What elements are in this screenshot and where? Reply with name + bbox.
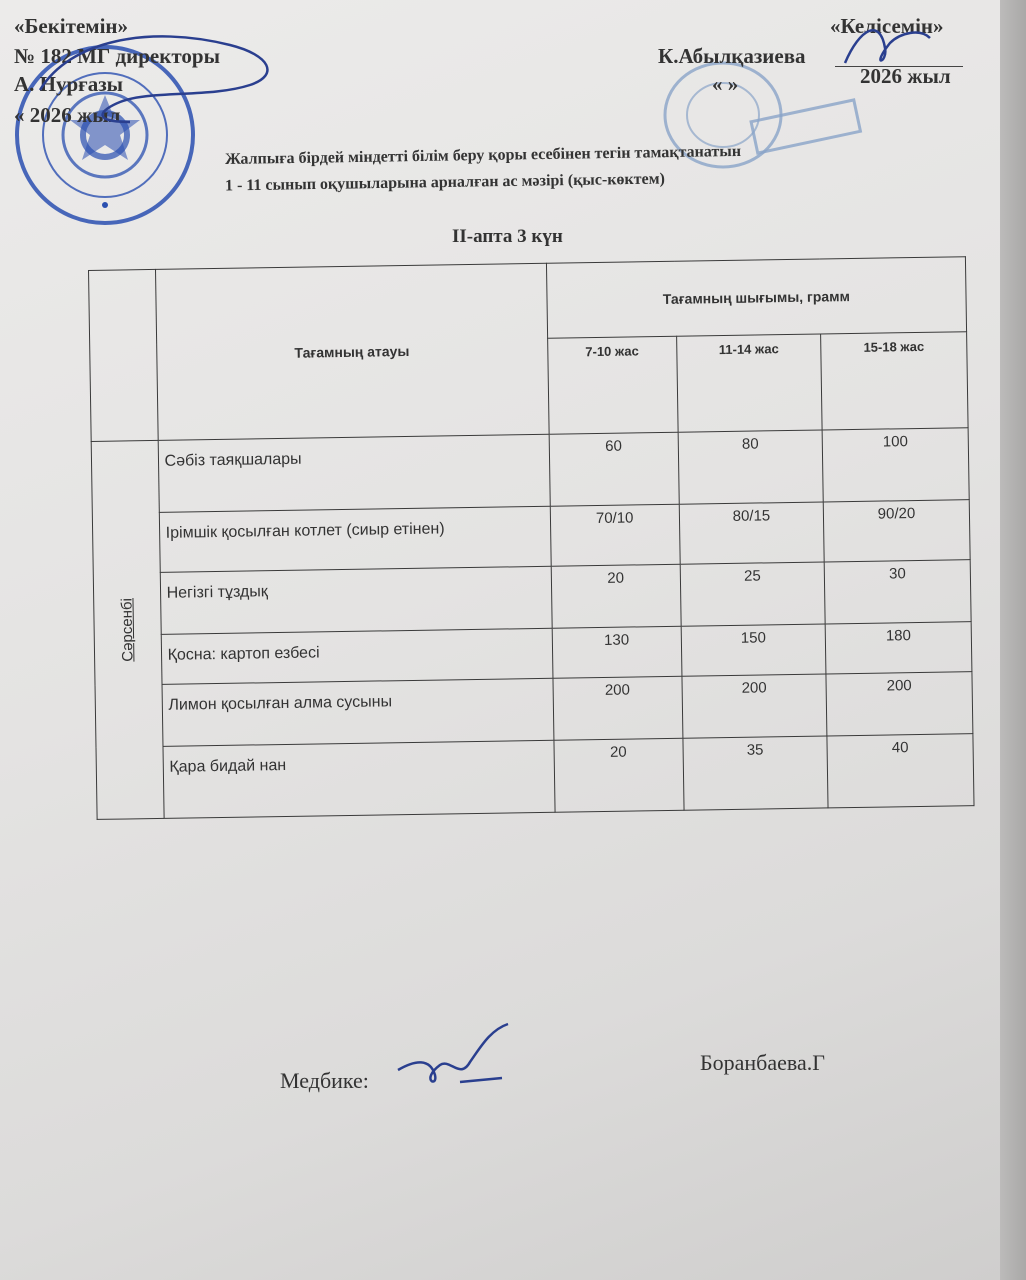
dish-name: Негізгі тұздық <box>160 566 552 634</box>
portion-value: 35 <box>683 736 828 810</box>
portion-value: 100 <box>822 428 969 502</box>
age-group-header: 11-14 жас <box>676 334 822 432</box>
menu-table <box>88 256 975 820</box>
portion-value: 60 <box>549 432 679 506</box>
nurse-label: Медбике: <box>280 1068 369 1093</box>
portion-value: 80/15 <box>679 502 824 564</box>
day-header-cell <box>89 269 158 441</box>
portion-value: 20 <box>554 738 684 812</box>
portion-value: 80 <box>678 430 823 504</box>
agreed-date-quote: « » <box>712 72 739 96</box>
approve-label-right: «Келісемін» <box>830 14 944 38</box>
menu-title-line2: 1 - 11 сынып оқушыларына арналған ас мәзірі (қыс-көктем) <box>224 170 666 195</box>
portion-value: 200 <box>553 676 683 740</box>
week-day-label: ІІ-апта 3 күн <box>452 226 563 247</box>
table-header-row <box>89 257 967 346</box>
portion-value: 70/10 <box>550 504 680 566</box>
dish-name: Лимон қосылған алма сусыны <box>162 678 554 746</box>
dish-name: Қара бидай нан <box>163 740 555 818</box>
table-row <box>96 734 974 820</box>
portion-value: 20 <box>551 564 681 628</box>
approve-label-left: «Бекітемін» <box>14 14 129 38</box>
table-row <box>91 428 969 514</box>
portion-value: 150 <box>681 624 826 676</box>
day-label: Сәрсенбі <box>118 597 137 662</box>
agreed-person-name: К.Абылқазиева <box>658 44 806 68</box>
day-cell <box>91 440 164 819</box>
dish-name: Қосна: картоп езбесі <box>161 628 553 684</box>
school-director-label: № 182 МГ директоры <box>14 44 220 68</box>
dish-name: Ірімшік қосылған котлет (сиыр етінен) <box>159 506 551 572</box>
dish-name-header: Тағамның атауы <box>155 263 549 440</box>
portion-value: 200 <box>826 672 973 736</box>
agreed-year: 2026 жыл <box>860 64 951 88</box>
portion-value: 25 <box>680 562 825 626</box>
portion-value: 90/20 <box>823 500 970 562</box>
portion-value: 200 <box>682 674 827 738</box>
agreed-signature <box>830 8 940 78</box>
age-group-header: 7-10 жас <box>547 336 678 434</box>
portion-value: 30 <box>824 560 971 624</box>
portion-value: 130 <box>552 626 682 678</box>
age-group-header: 15-18 жас <box>821 332 968 430</box>
director-name: А. Нурғазы <box>14 72 124 96</box>
portion-value: 40 <box>827 734 974 808</box>
output-header: Тағамның шығымы, грамм <box>546 257 967 339</box>
dish-name: Сәбіз таяқшалары <box>158 434 550 512</box>
menu-title-line1: Жалпыға бірдей міндетті білім беру қоры есебінен тегін тамақтанатын <box>224 142 742 169</box>
nurse-signature <box>390 1020 520 1100</box>
director-signature <box>30 30 290 130</box>
portion-value: 180 <box>825 622 972 674</box>
nurse-name: Боранбаева.Г <box>700 1050 825 1075</box>
page-edge-shadow <box>1000 0 1026 1280</box>
approve-date-left: « 2026 жыл <box>14 103 121 127</box>
